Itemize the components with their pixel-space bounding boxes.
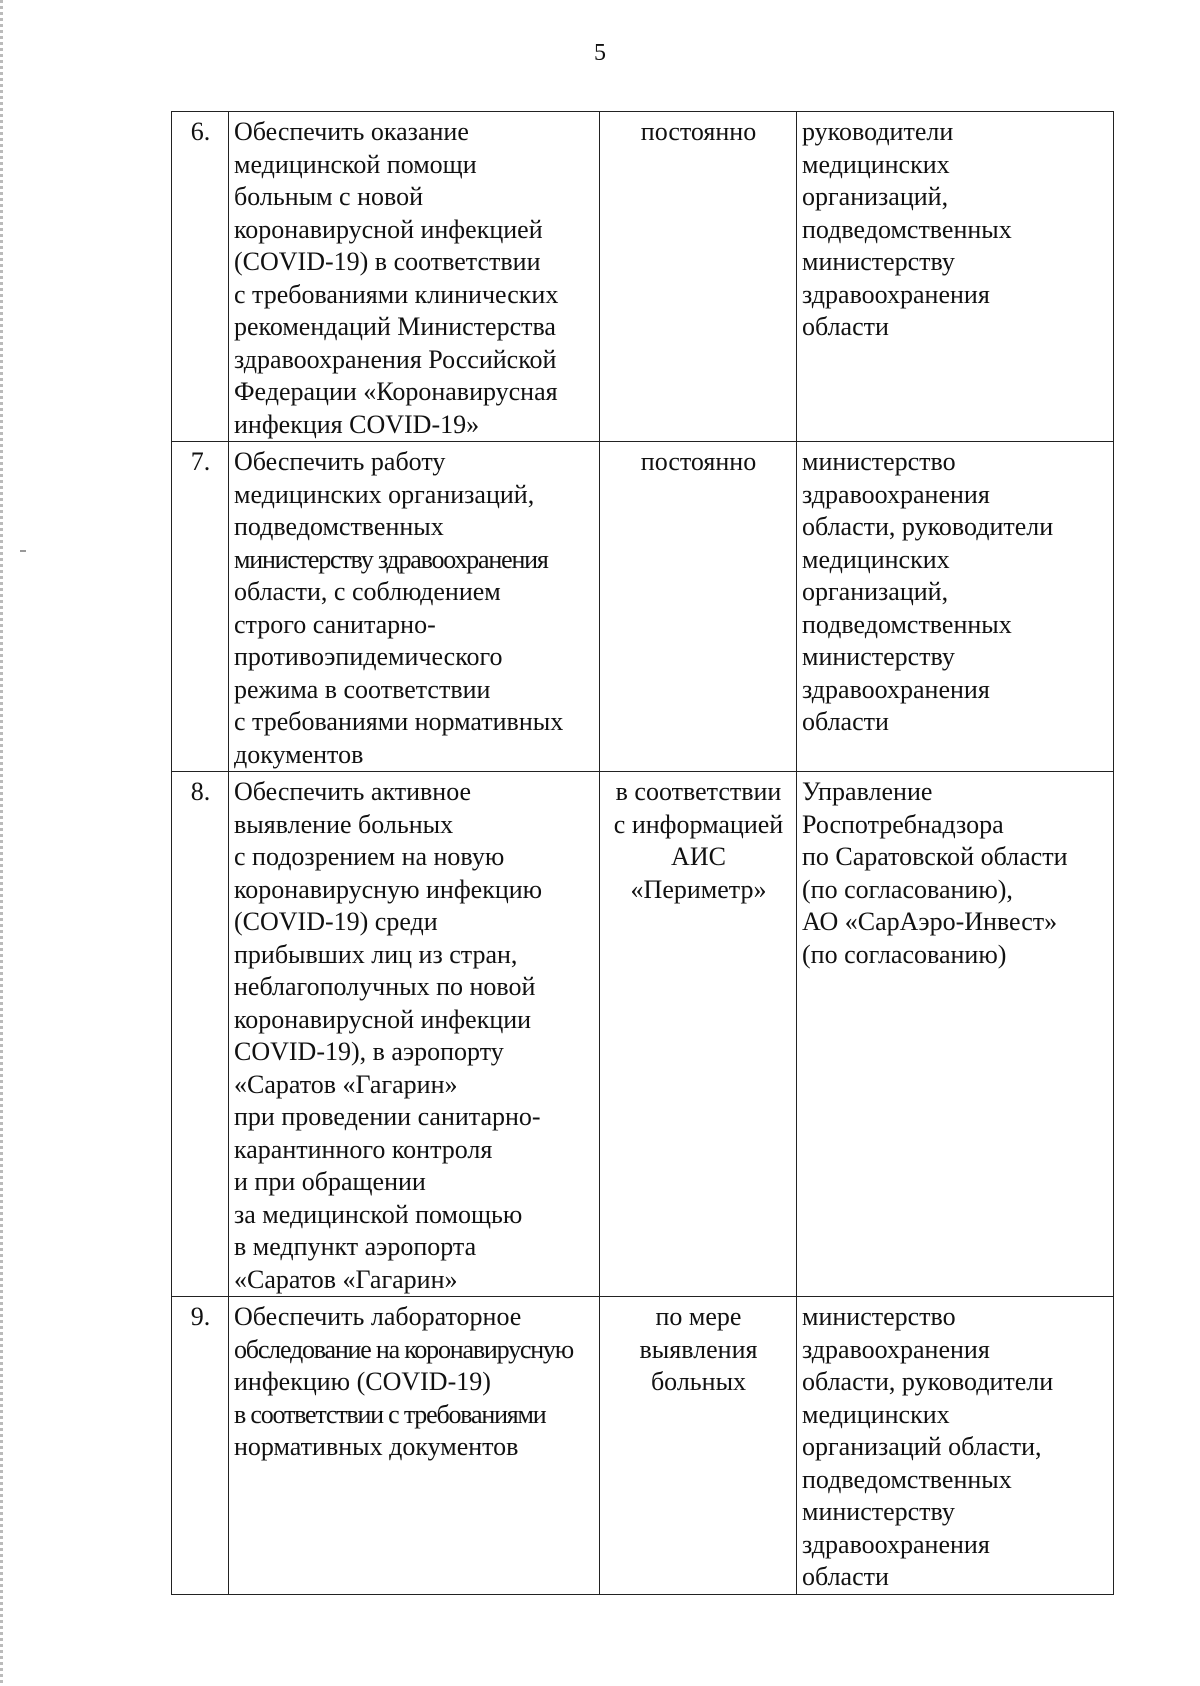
responsible-line: здравоохранения bbox=[802, 479, 990, 509]
deadline-line: по мере bbox=[655, 1302, 742, 1331]
deadline-line: постоянно bbox=[640, 447, 757, 476]
task-line: при проведении санитарно- bbox=[234, 1102, 541, 1131]
task-line: обследование на коронавирусную bbox=[234, 1334, 573, 1364]
task-line: «Саратов «Гагарин» bbox=[234, 1264, 458, 1294]
deadline-cell bbox=[600, 772, 797, 1297]
row-number: 9. bbox=[172, 1297, 229, 1595]
deadline-line: АИС bbox=[671, 842, 726, 871]
responsible-cell bbox=[797, 442, 1114, 772]
responsible-line: руководители bbox=[802, 117, 954, 146]
responsible-line: медицинских bbox=[802, 544, 950, 574]
responsible-line: здравоохранения bbox=[802, 279, 990, 309]
task-line: Обеспечить активное bbox=[234, 777, 472, 806]
responsible-line: области bbox=[802, 1562, 889, 1591]
responsible-line: министерство bbox=[802, 447, 956, 476]
deadline-cell bbox=[600, 1297, 797, 1595]
responsible-line: министерству bbox=[802, 642, 955, 671]
responsible-line: по Саратовской области bbox=[802, 842, 1068, 871]
responsible-line: здравоохранения bbox=[802, 1529, 990, 1559]
deadline-line: «Периметр» bbox=[630, 874, 767, 904]
task-line: документов bbox=[234, 739, 364, 769]
responsible-cell bbox=[797, 1297, 1114, 1595]
task-line: прибывших лиц из стран, bbox=[234, 939, 518, 969]
deadline-line: в соответствии bbox=[615, 777, 782, 806]
task-line: медицинских организаций, bbox=[234, 479, 535, 509]
task-line: строго санитарно- bbox=[234, 609, 436, 639]
responsible-line: здравоохранения bbox=[802, 674, 990, 704]
deadline-cell bbox=[600, 442, 797, 772]
task-line: противоэпидемического bbox=[234, 642, 503, 671]
responsible-line: подведомственных bbox=[802, 609, 1012, 639]
task-line: режима в соответствии bbox=[234, 674, 491, 704]
row-number: 8. bbox=[172, 772, 229, 1297]
responsible-line: медицинских bbox=[802, 1399, 950, 1429]
task-cell bbox=[229, 442, 600, 772]
task-line: Обеспечить оказание bbox=[234, 117, 469, 146]
task-line: неблагополучных по новой bbox=[234, 972, 536, 1001]
responsible-line: области, руководители bbox=[802, 512, 1054, 541]
measures-table bbox=[171, 111, 1114, 1595]
responsible-line: области bbox=[802, 312, 889, 341]
page-number: 5 bbox=[594, 40, 606, 66]
responsible-line: подведомственных bbox=[802, 214, 1012, 244]
responsible-cell bbox=[797, 112, 1114, 442]
deadline-line: выявления bbox=[639, 1334, 758, 1364]
task-line: за медицинской помощью bbox=[234, 1199, 523, 1229]
task-line: коронавирусной инфекцией bbox=[234, 214, 543, 244]
responsible-line: министерству bbox=[802, 247, 955, 276]
task-line: подведомственных bbox=[234, 512, 444, 541]
task-line: Обеспечить работу bbox=[234, 447, 446, 476]
task-line: COVID-19), в аэропорту bbox=[234, 1037, 504, 1066]
task-line: (COVID-19) в соответствии bbox=[234, 247, 541, 276]
task-line: нормативных документов bbox=[234, 1432, 519, 1461]
responsible-line: области bbox=[802, 707, 889, 736]
table-row bbox=[172, 112, 1114, 442]
task-cell bbox=[229, 1297, 600, 1595]
responsible-line: здравоохранения bbox=[802, 1334, 990, 1364]
row-number: 7. bbox=[172, 442, 229, 772]
responsible-line: Роспотребнадзора bbox=[802, 809, 1004, 839]
scan-mark bbox=[20, 550, 26, 552]
task-line: здравоохранения Российской bbox=[234, 344, 557, 374]
responsible-line: организаций, bbox=[802, 182, 949, 211]
responsible-line: Управление bbox=[802, 777, 933, 806]
responsible-line: подведомственных bbox=[802, 1464, 1012, 1494]
table-row bbox=[172, 1297, 1114, 1595]
responsible-line: министерству bbox=[802, 1497, 955, 1526]
responsible-line: организаций области, bbox=[802, 1432, 1042, 1461]
deadline-line: постоянно bbox=[640, 117, 757, 146]
table-row bbox=[172, 442, 1114, 772]
deadline-line: больных bbox=[650, 1367, 747, 1396]
task-line: с подозрением на новую bbox=[234, 842, 505, 871]
task-line: «Саратов «Гагарин» bbox=[234, 1069, 458, 1099]
responsible-line: медицинских bbox=[802, 149, 950, 179]
responsible-line: министерство bbox=[802, 1302, 956, 1331]
deadline-line: с информацией bbox=[613, 809, 784, 839]
task-line: (COVID-19) среди bbox=[234, 907, 438, 936]
responsible-cell bbox=[797, 772, 1114, 1297]
task-line: министерству здравоохранения bbox=[234, 544, 548, 574]
task-line: Обеспечить лабораторное bbox=[234, 1302, 522, 1331]
task-line: области, с соблюдением bbox=[234, 577, 501, 606]
task-line: коронавирусную инфекцию bbox=[234, 874, 543, 904]
task-line: с требованиями нормативных bbox=[234, 707, 564, 736]
task-cell bbox=[229, 772, 600, 1297]
row-number: 6. bbox=[172, 112, 229, 442]
task-cell bbox=[229, 112, 600, 442]
task-line: рекомендаций Министерства bbox=[234, 312, 556, 341]
task-line: инфекцию (COVID-19) bbox=[234, 1367, 491, 1396]
responsible-line: организаций, bbox=[802, 577, 949, 606]
task-line: коронавирусной инфекции bbox=[234, 1004, 532, 1034]
responsible-line: области, руководители bbox=[802, 1367, 1054, 1396]
task-line: больным с новой bbox=[234, 182, 424, 211]
task-line: и при обращении bbox=[234, 1167, 426, 1196]
responsible-line: (по согласованию) bbox=[802, 939, 1007, 969]
task-line: медицинской помощи bbox=[234, 149, 477, 179]
task-line: в соответствии с требованиями bbox=[234, 1399, 546, 1429]
responsible-line: АО «СарАэро-Инвест» bbox=[802, 907, 1058, 936]
scan-edge bbox=[0, 0, 3, 1686]
table-row bbox=[172, 772, 1114, 1297]
task-line: с требованиями клинических bbox=[234, 279, 559, 309]
task-line: Федерации «Коронавирусная bbox=[234, 377, 558, 406]
task-line: выявление больных bbox=[234, 809, 454, 839]
task-line: карантинного контроля bbox=[234, 1134, 493, 1164]
task-line: инфекция COVID-19» bbox=[234, 409, 480, 439]
responsible-line: (по согласованию), bbox=[802, 874, 1013, 904]
task-line: в медпункт аэропорта bbox=[234, 1232, 477, 1261]
deadline-cell bbox=[600, 112, 797, 442]
